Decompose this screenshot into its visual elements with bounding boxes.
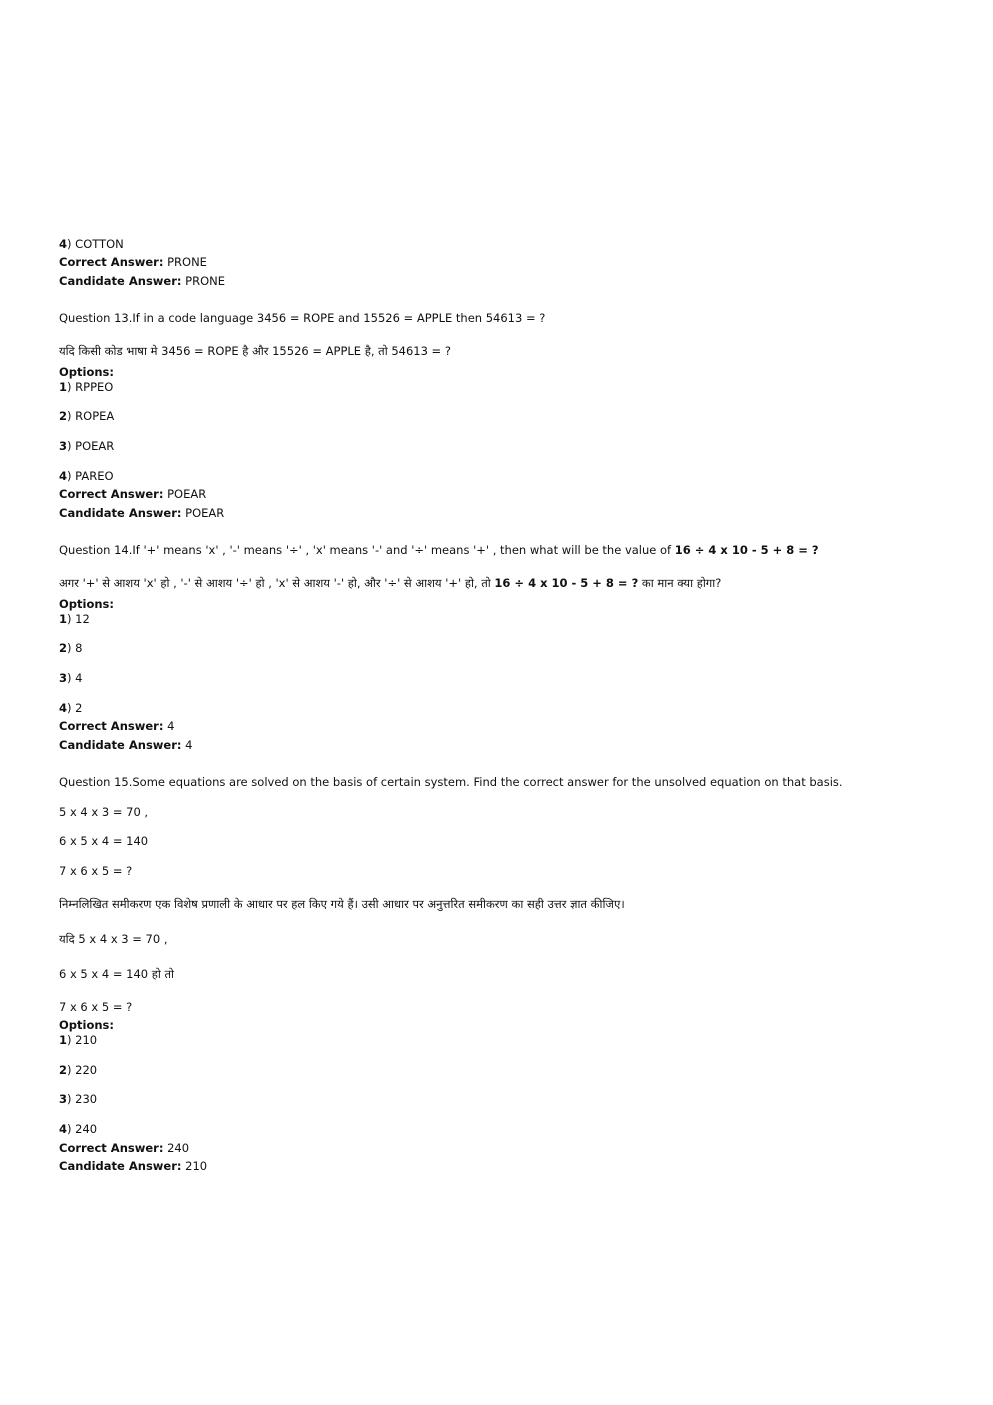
question-text-en: Question 15.Some equations are solved on the basis of certain system. Find the correct answer for the unsolved equation on that basis. [59, 775, 843, 789]
options-label: Options: [59, 1018, 114, 1032]
option-item: 1) 12 [59, 612, 90, 626]
equation-line: 5 x 4 x 3 = 70 , [59, 805, 149, 819]
option-item: 4) 240 [59, 1122, 98, 1136]
option-item: 2) 8 [59, 641, 83, 655]
equation-line: 6 x 5 x 4 = 140 [59, 834, 149, 848]
correct-answer: Correct Answer: 4 [59, 719, 175, 733]
option-item: 2) ROPEA [59, 409, 115, 423]
option-item: 1) 210 [59, 1033, 98, 1047]
equation-line: 7 x 6 x 5 = ? [59, 1000, 133, 1014]
option-item: 4) 2 [59, 701, 83, 715]
options-label: Options: [59, 597, 114, 611]
option-item: 2) 220 [59, 1063, 98, 1077]
candidate-answer: Candidate Answer: 210 [59, 1159, 208, 1173]
candidate-answer: Candidate Answer: POEAR [59, 506, 225, 520]
option-item: 4) COTTON [59, 237, 124, 251]
option-item: 3) 4 [59, 671, 83, 685]
correct-answer: Correct Answer: PRONE [59, 255, 207, 269]
options-label: Options: [59, 365, 114, 379]
option-item: 3) POEAR [59, 439, 115, 453]
candidate-answer: Candidate Answer: PRONE [59, 274, 225, 288]
correct-answer: Correct Answer: POEAR [59, 487, 207, 501]
correct-answer: Correct Answer: 240 [59, 1141, 190, 1155]
candidate-answer: Candidate Answer: 4 [59, 738, 193, 752]
option-item: 4) PAREO [59, 469, 114, 483]
option-item: 3) 230 [59, 1092, 98, 1106]
question-text-hi: निम्नलिखित समीकरण एक विशेष प्रणाली के आधार पर हल किए गये हैं। उसी आधार पर अनुत्तरित समीकरण का सही उत्तर ज्ञात कीजिए। [59, 897, 625, 911]
equation-line: 6 x 5 x 4 = 140 हो तो [59, 967, 175, 981]
question-text-en: Question 14.If '+' means 'x' , '-' means '÷' , 'x' means '-' and '÷' means '+' , then what will be the value of 16 ÷ 4 x 10 - 5 + 8 = ? [59, 543, 819, 557]
equation-line: यदि 5 x 4 x 3 = 70 , [59, 932, 168, 946]
question-text-hi: यदि किसी कोड भाषा मे 3456 = ROPE है और 15526 = APPLE है, तो 54613 = ? [59, 344, 451, 358]
equation-line: 7 x 6 x 5 = ? [59, 864, 133, 878]
option-item: 1) RPPEO [59, 380, 114, 394]
question-text-hi: अगर '+' से आशय 'x' हो , '-' से आशय '÷' हो , 'x' से आशय '-' हो, और '÷' से आशय '+' हो, तो 16 ÷ 4 x 10 - 5 + 8 = ? का मान क्या होगा? [59, 576, 722, 590]
question-text-en: Question 13.If in a code language 3456 = ROPE and 15526 = APPLE then 54613 = ? [59, 311, 546, 325]
